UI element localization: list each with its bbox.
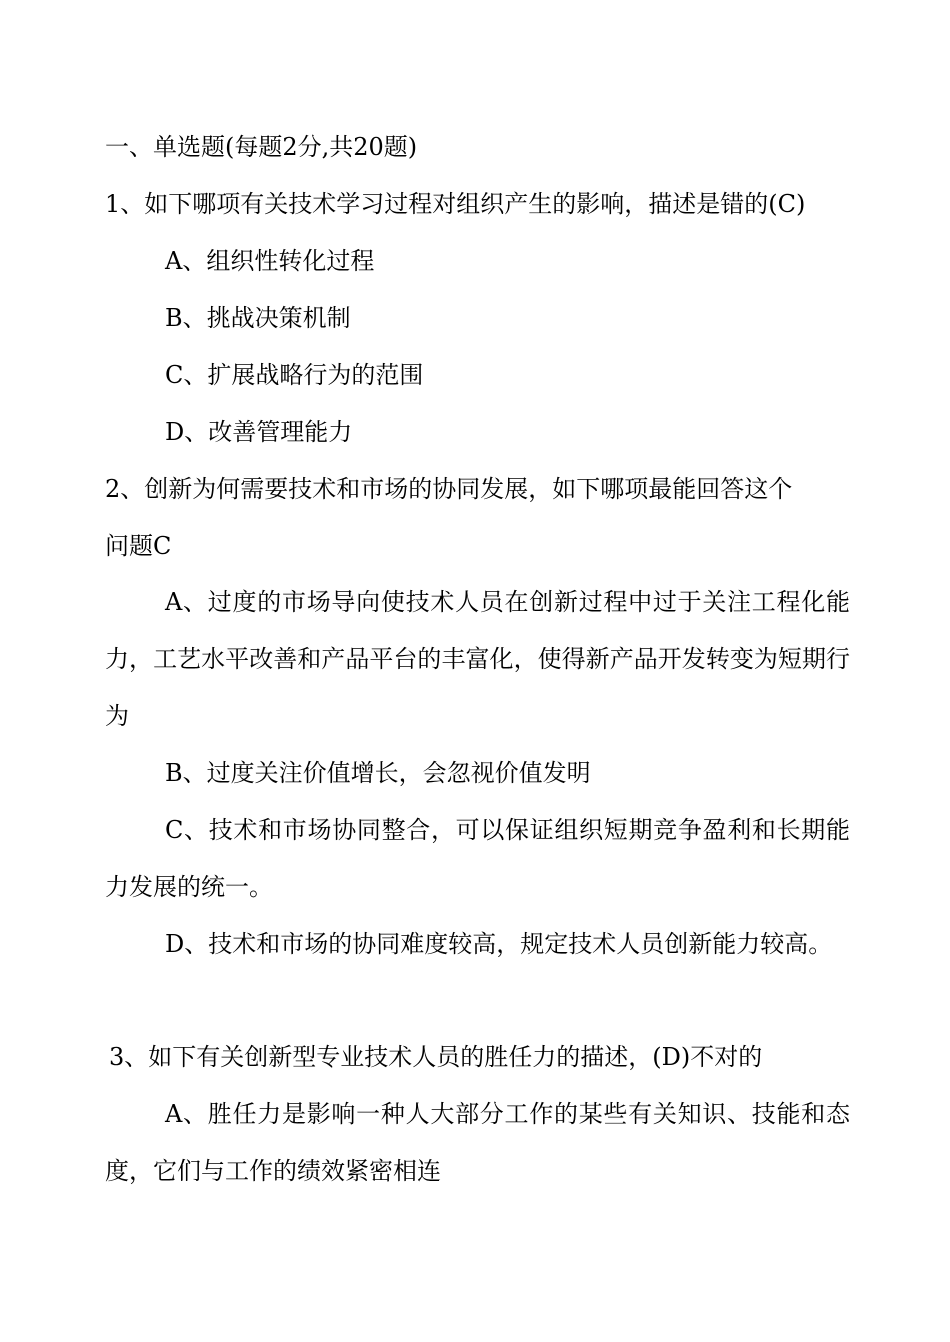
- question-1-option-c: C、扩展战略行为的范围: [165, 361, 424, 389]
- question-3-stem: 3、如下有关创新型专业技术人员的胜任力的描述，(D)不对的: [109, 1043, 763, 1071]
- question-1-option-a: A、组织性转化过程: [165, 247, 375, 275]
- question-1-option-b: B、挑战决策机制: [165, 304, 351, 332]
- question-3-option-a: [105, 1086, 850, 1200]
- question-2-option-b: B、过度关注价值增长，会忽视价值发明: [165, 759, 591, 787]
- question-2-option-d-text: D、技术和市场的协同难度较高，规定技术人员创新能力较高。: [165, 930, 833, 958]
- question-1-option-d: D、改善管理能力: [165, 418, 353, 446]
- question-2-stem-line2: 问题C: [105, 532, 172, 560]
- question-2-option-c: [105, 802, 850, 916]
- question-2-option-d: [105, 916, 850, 973]
- section-heading: 一、单选题(每题2分,共20题): [105, 133, 418, 161]
- question-2-option-a-text: A、过度的市场导向使技术人员在创新过程中过于关注工程化能力，工艺水平改善和产品平台的丰富化，使得新产品开发转变为短期行为: [105, 588, 850, 730]
- question-3-option-a-text: A、胜任力是影响一种人大部分工作的某些有关知识、技能和态度，它们与工作的绩效紧密相连: [105, 1100, 850, 1185]
- question-2-option-a: [105, 574, 850, 745]
- question-2-option-c-text: C、技术和市场协同整合，可以保证组织短期竞争盈利和长期能力发展的统一。: [105, 816, 850, 901]
- question-1-stem: 1、如下哪项有关技术学习过程对组织产生的影响，描述是错的(C): [105, 190, 806, 218]
- question-2-stem-line1: 2、创新为何需要技术和市场的协同发展，如下哪项最能回答这个: [105, 475, 793, 503]
